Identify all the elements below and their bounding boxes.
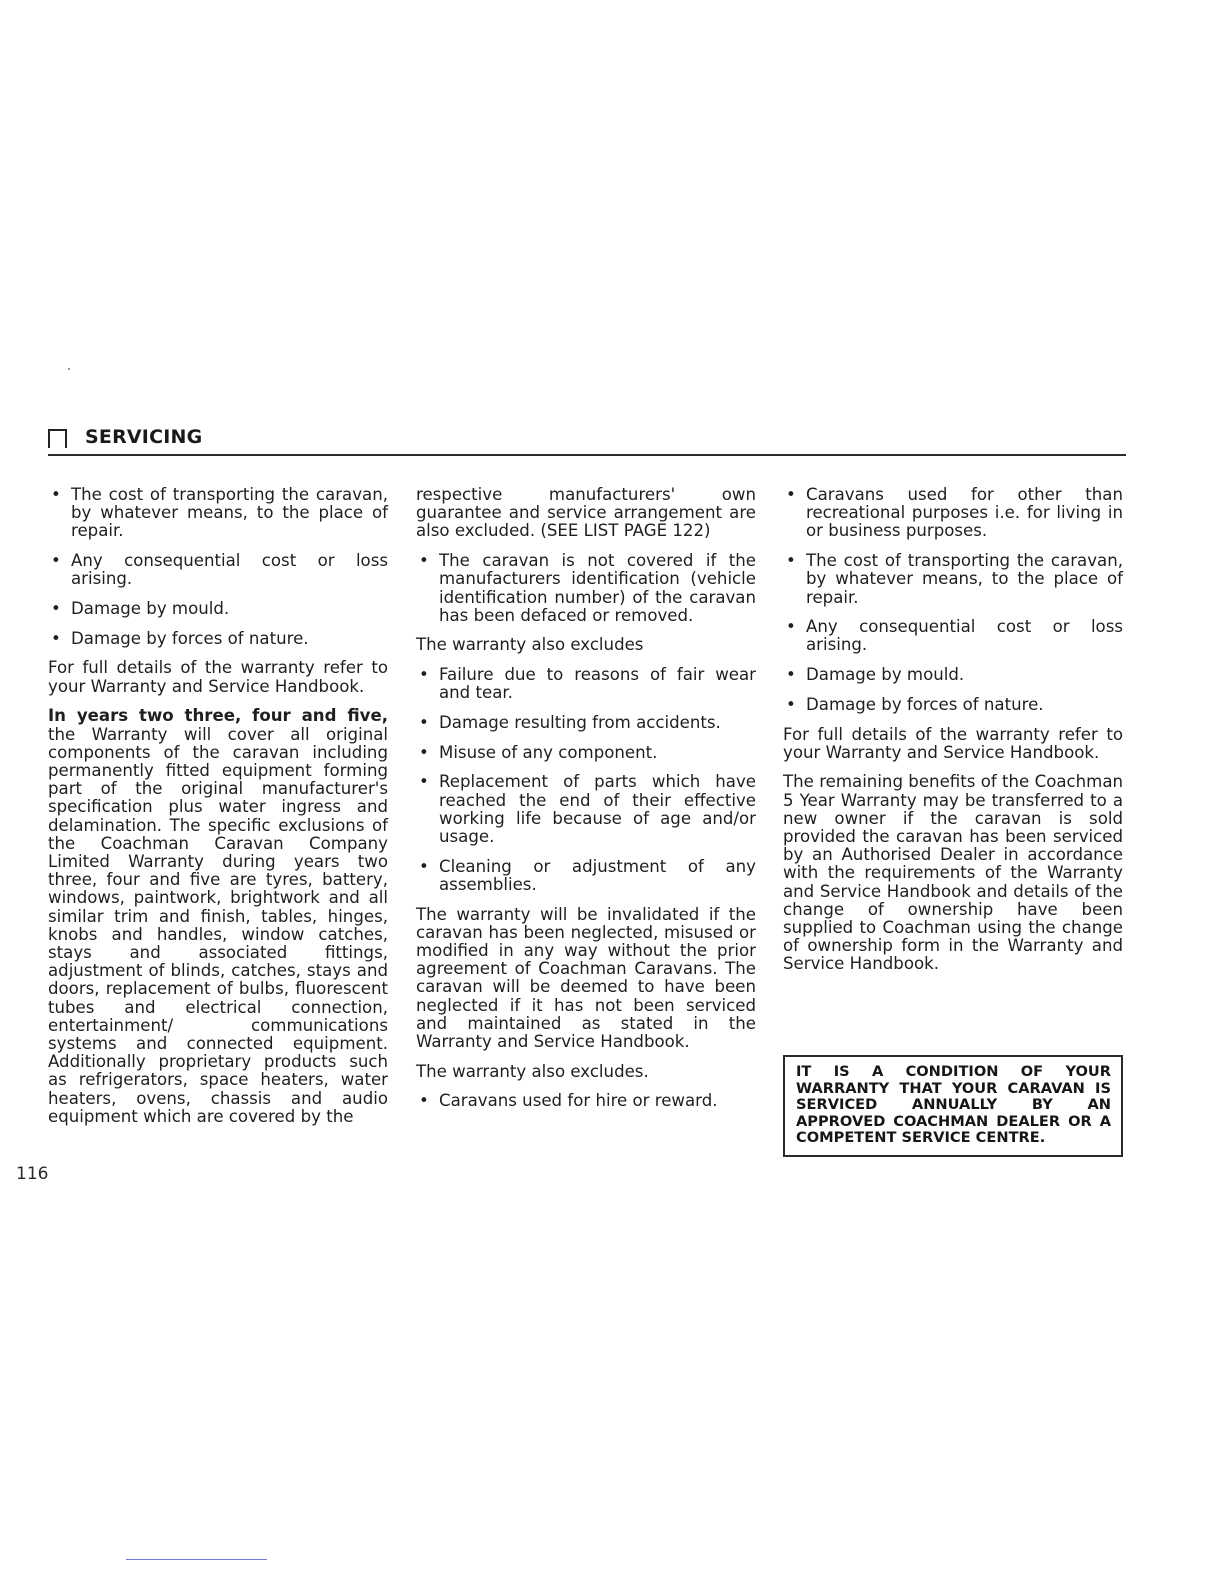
column-3 (783, 486, 1123, 985)
continued-paragraph: respective manufacturers' own guarantee and service arrangement are also excluded. (SEE LIST PAGE 122) (416, 485, 756, 541)
list-item: • Damage by mould. (783, 666, 1123, 684)
section-header (48, 426, 1126, 456)
also-excludes-heading: The warranty also excludes (416, 635, 644, 655)
column-2-bullets-a (416, 552, 756, 625)
list-item: • Damage resulting from accidents. (416, 714, 756, 732)
list-item: • Failure due to reasons of fair wear and tear. (416, 666, 756, 702)
column-3-bullets (783, 486, 1123, 714)
transfer-benefits-paragraph: The remaining benefits of the Coachman 5 Year Warranty may be transferred to a new owner if the caravan is sold provided the caravan has been serviced by an Authorised Dealer in accordance with the requirements of the Warranty and Service Handbook and details of the change of ownership have been supplied to Coachman using the change of ownership form in the Warranty and Service Handbook. (783, 772, 1123, 974)
list-item: • Any consequential cost or loss arising. (783, 618, 1123, 654)
list-item: • The cost of transporting the caravan, by whatever means, to the place of repair. (48, 486, 388, 541)
list-item: • The cost of transporting the caravan, by whatever means, to the place of repair. (783, 552, 1123, 607)
years-lead-text: In years two three, four and five, (48, 706, 388, 726)
list-item: • The caravan is not covered if the manufacturers identification (vehicle identification number) of the caravan has been defaced or removed. (416, 552, 756, 625)
invalidated-paragraph: The warranty will be invalidated if the caravan has been neglected, misused or modified in any way without the prior agreement of Coachman Caravans. The caravan will be deemed to have been neglected if it has not been serviced and maintained as stated in the Warranty and Service Handbook. (416, 904, 756, 1052)
column-1 (48, 486, 388, 1138)
list-item: • Damage by forces of nature. (48, 630, 388, 648)
list-item: • Caravans used for other than recreational purposes i.e. for living in or business purposes. (783, 486, 1123, 541)
warranty-condition-notice: IT IS A CONDITION OF YOUR WARRANTY THAT YOUR CARAVAN IS SERVICED ANNUALLY BY AN APPROVED COACHMAN DEALER OR A COMPETENT SERVICE CENTRE. (783, 1055, 1123, 1157)
list-item: • Damage by forces of nature. (783, 696, 1123, 714)
list-item: • Misuse of any component. (416, 744, 756, 762)
list-item: • Replacement of parts which have reached the end of their effective working life because of age and/or usage. (416, 773, 756, 846)
years-two-to-five-paragraph (48, 707, 388, 1126)
column-2 (416, 486, 756, 1122)
scan-speck (68, 368, 70, 370)
section-marker-icon (48, 429, 67, 448)
list-item: • Cleaning or adjustment of any assemblies. (416, 858, 756, 894)
footer-rule (126, 1559, 267, 1560)
years-body-text: the Warranty will cover all original components of the caravan including permanently fitted equipment forming part of the original manufacturer's specification plus water ingress and delamination. The specific exclusions of the Coachman Caravan Company Limited Warranty during years two three, four and five are tyres, battery, windows, paintwork, brightwork and all similar trim and finish, tables, hinges, knobs and handles, window catches, stays and associated fittings, adjustment of blinds, catches, stays and doors, replacement of bulbs, fluorescent tubes and electrical connection, entertainment/ communications systems and connected equipment. Additionally proprietary products such as refrigerators, space heaters, water heaters, ovens, chassis and audio equipment which are covered by the (48, 724, 388, 1126)
section-title: SERVICING (85, 426, 203, 448)
column-1-bullets (48, 486, 388, 648)
list-item: • Caravans used for hire or reward. (416, 1092, 756, 1110)
warranty-details-paragraph: For full details of the warranty refer to your Warranty and Service Handbook. (48, 658, 388, 696)
page-number: 116 (16, 1164, 49, 1184)
warranty-details-paragraph: For full details of the warranty refer to your Warranty and Service Handbook. (783, 724, 1123, 762)
list-item: • Any consequential cost or loss arising. (48, 552, 388, 588)
also-excludes-heading-2: The warranty also excludes. (416, 1061, 649, 1081)
column-2-bullets-c (416, 1092, 756, 1110)
column-2-bullets-b (416, 666, 756, 894)
list-item: • Damage by mould. (48, 600, 388, 618)
